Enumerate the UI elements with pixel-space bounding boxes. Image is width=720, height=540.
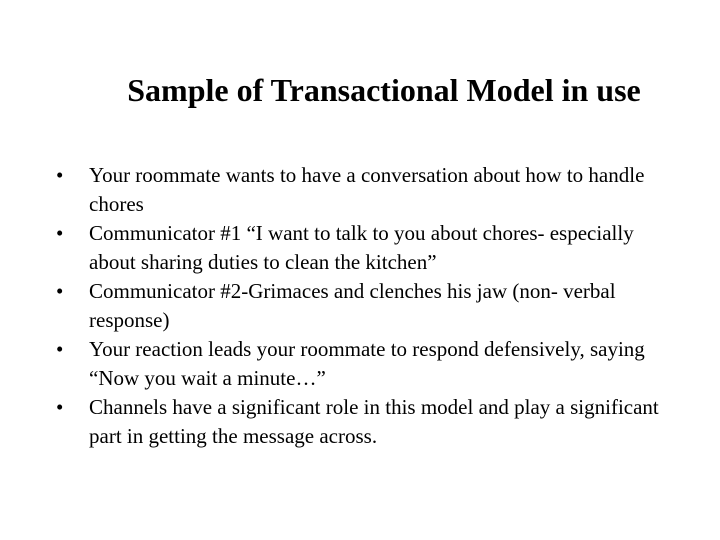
list-item (56, 219, 676, 277)
bullet-icon: • (56, 395, 64, 419)
bullet-text: Communicator #1 “I want to talk to you about chores- especially about sharing duties to clean the kitchen” (89, 221, 634, 274)
list-item (56, 277, 676, 335)
bullet-list (56, 161, 676, 451)
bullet-text: Your reaction leads your roommate to respond defensively, saying “Now you wait a minute…” (89, 337, 645, 390)
list-item (56, 161, 676, 219)
list-item (56, 393, 676, 451)
bullet-text: Your roommate wants to have a conversation about how to handle chores (89, 163, 645, 216)
slide-title: Sample of Transactional Model in use (127, 72, 641, 108)
bullet-icon: • (56, 337, 64, 361)
bullet-icon: • (56, 163, 64, 187)
list-item (56, 335, 676, 393)
bullet-text: Channels have a significant role in this model and play a significant part in getting the message across. (89, 395, 659, 448)
bullet-icon: • (56, 221, 64, 245)
bullet-icon: • (56, 279, 64, 303)
bullet-text: Communicator #2-Grimaces and clenches his jaw (non- verbal response) (89, 279, 616, 332)
